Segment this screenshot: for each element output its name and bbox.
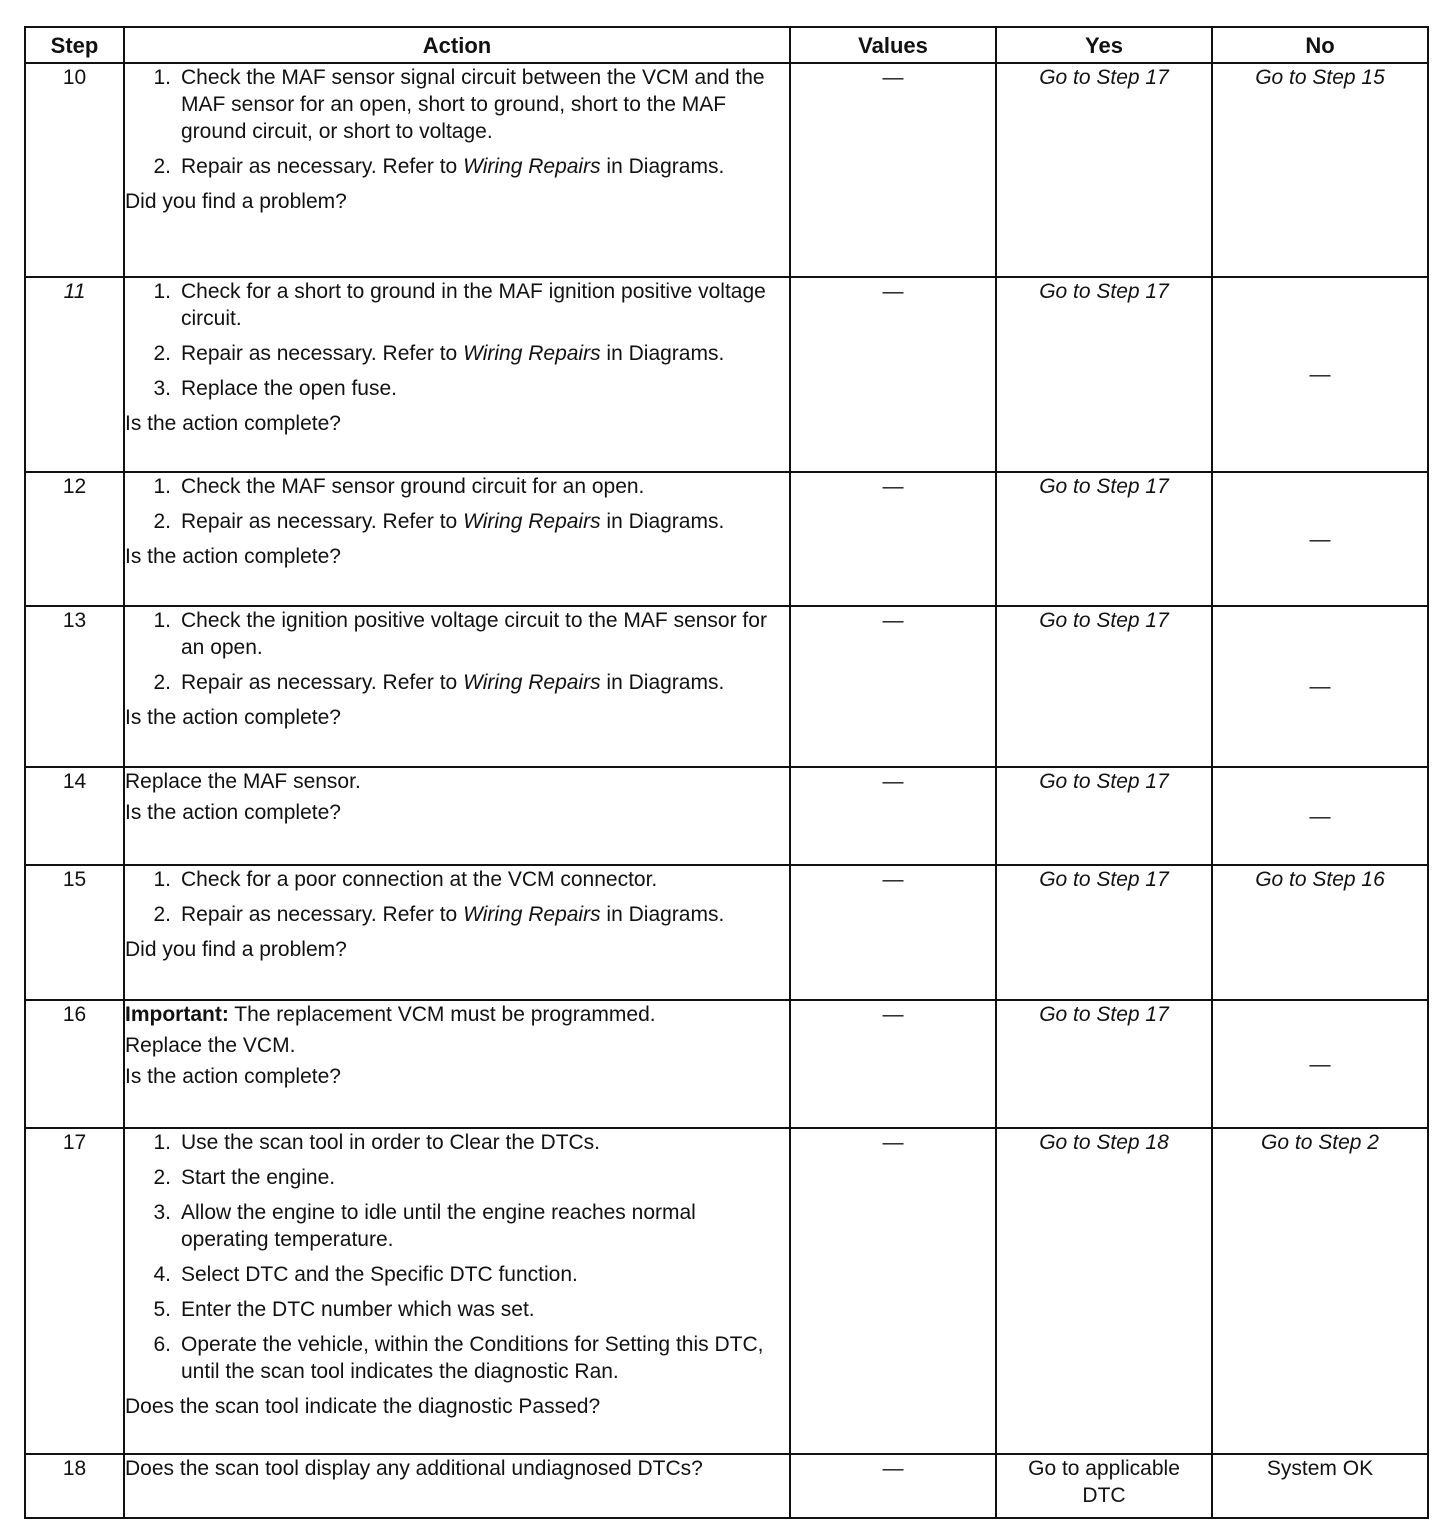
values-cell: — xyxy=(790,767,996,865)
diagnostic-table xyxy=(24,26,1429,1519)
action-step: 3. Allow the engine to idle until the engine reaches normal operating temperature. xyxy=(181,1199,789,1253)
action-line: Does the scan tool display any additional undiagnosed DTCs? xyxy=(125,1457,703,1480)
no-goto: — xyxy=(1309,527,1331,551)
header-values: Values xyxy=(790,27,996,63)
step-number: 15 xyxy=(25,865,124,1000)
step-text: in Diagrams. xyxy=(600,342,725,365)
no-cell xyxy=(1212,472,1428,606)
step-number: 17 xyxy=(25,1128,124,1454)
step-number: 16 xyxy=(25,1000,124,1128)
yes-goto: Go to Step 17 xyxy=(1039,66,1169,89)
no-goto: System OK xyxy=(1266,1457,1374,1480)
values-cell: — xyxy=(790,63,996,277)
action-cell xyxy=(124,1128,790,1454)
no-goto: — xyxy=(1309,363,1331,386)
values-cell: — xyxy=(790,1000,996,1128)
action-step xyxy=(181,669,789,696)
action-cell xyxy=(124,472,790,606)
important-note xyxy=(125,1001,789,1028)
action-step: 1. Use the scan tool in order to Clear the DTCs. xyxy=(181,1129,789,1156)
yes-cell xyxy=(996,865,1212,1000)
reference-link: Wiring Repairs xyxy=(463,671,601,694)
action-step xyxy=(181,153,789,180)
table-row xyxy=(25,767,1428,865)
step-text: Repair as necessary. Refer to xyxy=(181,510,464,533)
important-text: The replacement VCM must be programmed. xyxy=(228,1003,656,1026)
action-question: Is the action complete? xyxy=(125,412,341,435)
values-cell: — xyxy=(790,277,996,472)
reference-link: Wiring Repairs xyxy=(463,510,601,533)
no-cell xyxy=(1212,277,1428,472)
yes-cell xyxy=(996,277,1212,472)
action-cell xyxy=(124,1454,790,1518)
no-cell xyxy=(1212,606,1428,767)
yes-cell xyxy=(996,767,1212,865)
action-steps xyxy=(125,607,789,696)
table-row xyxy=(25,277,1428,472)
action-step: 5. Enter the DTC number which was set. xyxy=(181,1296,789,1323)
step-number: 14 xyxy=(25,767,124,865)
step-number: 13 xyxy=(25,606,124,767)
no-goto: — xyxy=(1309,804,1331,828)
step-number: 11 xyxy=(25,277,124,472)
action-cell xyxy=(124,767,790,865)
values-cell: — xyxy=(790,1454,996,1518)
action-question: Did you find a problem? xyxy=(125,938,347,961)
yes-cell xyxy=(996,1128,1212,1454)
step-text: in Diagrams. xyxy=(600,903,725,926)
reference-link: Wiring Repairs xyxy=(463,903,601,926)
yes-goto: Go to Step 18 xyxy=(1039,1131,1169,1154)
step-text: in Diagrams. xyxy=(600,155,725,178)
action-question: Is the action complete? xyxy=(125,545,341,568)
action-steps xyxy=(125,473,789,535)
action-question: Did you find a problem? xyxy=(125,190,347,213)
yes-goto: Go to Step 17 xyxy=(1039,1003,1169,1026)
action-step: 1. Check for a short to ground in the MAF ignition positive voltage circuit. xyxy=(181,278,789,332)
action-cell xyxy=(124,865,790,1000)
no-goto: Go to Step 15 xyxy=(1255,66,1385,89)
action-cell xyxy=(124,277,790,472)
action-steps xyxy=(125,1129,789,1385)
action-step: 1. Check the ignition positive voltage circuit to the MAF sensor for an open. xyxy=(181,607,789,661)
action-steps xyxy=(125,866,789,928)
action-step: 1. Check the MAF sensor ground circuit for an open. xyxy=(181,473,789,500)
action-steps xyxy=(125,64,789,180)
values-cell: — xyxy=(790,865,996,1000)
values-cell: — xyxy=(790,472,996,606)
step-text: in Diagrams. xyxy=(600,671,725,694)
no-goto: — xyxy=(1309,675,1331,698)
table-row xyxy=(25,606,1428,767)
action-line: Is the action complete? xyxy=(125,801,341,824)
action-step: 6. Operate the vehicle, within the Conditions for Setting this DTC, until the scan tool indicates the diagnostic Ran. xyxy=(181,1331,789,1385)
action-question: Is the action complete? xyxy=(125,706,341,729)
action-step: 4. Select DTC and the Specific DTC function. xyxy=(181,1261,789,1288)
action-line: Replace the VCM. xyxy=(125,1034,296,1057)
important-label: Important: xyxy=(125,1003,229,1026)
action-line: Replace the MAF sensor. xyxy=(125,770,361,793)
table-row xyxy=(25,472,1428,606)
header-action: Action xyxy=(124,27,790,63)
step-number: 10 xyxy=(25,63,124,277)
no-goto: — xyxy=(1309,1052,1331,1076)
no-goto: Go to Step 16 xyxy=(1255,868,1385,891)
action-question: Does the scan tool indicate the diagnostic Passed? xyxy=(125,1395,601,1418)
header-yes: Yes xyxy=(996,27,1212,63)
step-text: in Diagrams. xyxy=(600,510,725,533)
table-row xyxy=(25,1128,1428,1454)
yes-goto: Go to Step 17 xyxy=(1039,280,1169,303)
yes-goto: Go to applicable DTC xyxy=(1028,1457,1180,1507)
header-no: No xyxy=(1212,27,1428,63)
no-cell xyxy=(1212,63,1428,277)
action-step: 2. Start the engine. xyxy=(181,1164,789,1191)
reference-link: Wiring Repairs xyxy=(463,155,601,178)
step-text: Repair as necessary. Refer to xyxy=(181,155,464,178)
header-row xyxy=(25,27,1428,63)
table-row xyxy=(25,1000,1428,1128)
step-number: 18 xyxy=(25,1454,124,1518)
yes-cell xyxy=(996,1000,1212,1128)
no-cell xyxy=(1212,865,1428,1000)
yes-goto: Go to Step 17 xyxy=(1039,868,1169,891)
table-row xyxy=(25,865,1428,1000)
action-cell xyxy=(124,606,790,767)
reference-link: Wiring Repairs xyxy=(463,342,601,365)
step-text: Repair as necessary. Refer to xyxy=(181,342,464,365)
yes-cell xyxy=(996,1454,1212,1518)
action-step xyxy=(181,901,789,928)
step-text: Repair as necessary. Refer to xyxy=(181,903,464,926)
yes-cell xyxy=(996,63,1212,277)
yes-cell xyxy=(996,606,1212,767)
step-number: 12 xyxy=(25,472,124,606)
values-cell: — xyxy=(790,1128,996,1454)
yes-goto: Go to Step 17 xyxy=(1039,770,1169,793)
action-step: 3. Replace the open fuse. xyxy=(181,375,789,402)
no-cell xyxy=(1212,767,1428,865)
table-row xyxy=(25,1454,1428,1518)
no-cell xyxy=(1212,1454,1428,1518)
step-text: Repair as necessary. Refer to xyxy=(181,671,464,694)
table-row xyxy=(25,63,1428,277)
action-step: 1. Check for a poor connection at the VCM connector. xyxy=(181,866,789,893)
action-cell xyxy=(124,1000,790,1128)
action-steps xyxy=(125,278,789,402)
action-step xyxy=(181,508,789,535)
table-body xyxy=(25,63,1428,1518)
action-step: 1. Check the MAF sensor signal circuit between the VCM and the MAF sensor for an open, short to ground, short to the MAF ground circuit, or short to voltage. xyxy=(181,64,789,145)
yes-cell xyxy=(996,472,1212,606)
no-goto: Go to Step 2 xyxy=(1261,1131,1379,1154)
yes-goto: Go to Step 17 xyxy=(1039,475,1169,498)
yes-goto: Go to Step 17 xyxy=(1039,609,1169,632)
action-step xyxy=(181,340,789,367)
header-step: Step xyxy=(25,27,124,63)
action-cell xyxy=(124,63,790,277)
action-line: Is the action complete? xyxy=(125,1065,341,1088)
no-cell xyxy=(1212,1128,1428,1454)
no-cell xyxy=(1212,1000,1428,1128)
values-cell: — xyxy=(790,606,996,767)
